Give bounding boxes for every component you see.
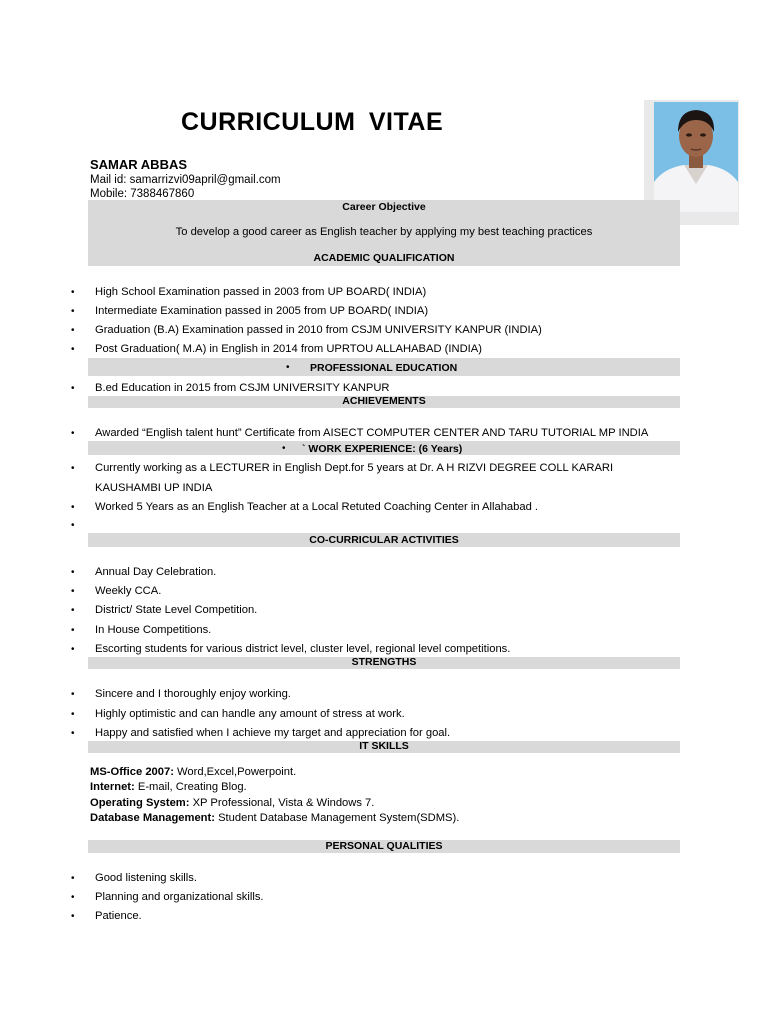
bullet: •	[71, 644, 75, 655]
cocurricular-heading: CO-CURRICULAR ACTIVITIES	[309, 534, 459, 546]
career-objective-heading: Career Objective	[342, 201, 426, 213]
achievements-heading: ACHIEVEMENTS	[342, 395, 426, 407]
personal-heading: PERSONAL QUALITIES	[325, 840, 443, 852]
bullet: •	[71, 567, 75, 578]
bullet: •	[71, 892, 75, 903]
itskills-heading: IT SKILLS	[359, 740, 409, 752]
list-item: Good listening skills.	[95, 872, 197, 884]
bullet: •	[71, 605, 75, 616]
bullet: •	[71, 689, 75, 700]
list-item: Escorting students for various district level, cluster level, regional level competitions.	[95, 643, 511, 655]
strengths-heading: STRENGTHS	[351, 656, 417, 668]
list-item: Intermediate Examination passed in 2005 from UP BOARD( INDIA)	[95, 305, 429, 317]
list-item: Planning and organizational skills.	[95, 891, 264, 903]
bullet: •	[71, 502, 75, 513]
bullet: •	[71, 911, 75, 922]
mobile-line: Mobile: 7388467860	[90, 188, 195, 200]
skill-label: Operating System:	[90, 797, 190, 809]
list-item: In House Competitions.	[95, 624, 212, 636]
bullet: •	[71, 873, 75, 884]
academic-heading: ACADEMIC QUALIFICATION	[313, 252, 455, 264]
list-item: Sincere and I thoroughly enjoy working.	[95, 688, 291, 700]
list-item-continuation: KAUSHAMBI UP INDIA	[95, 482, 213, 494]
list-item: High School Examination passed in 2003 from UP BOARD( INDIA)	[95, 286, 427, 298]
skill-label: MS-Office 2007:	[90, 766, 174, 778]
candidate-name: SAMAR ABBAS	[90, 157, 188, 172]
bullet: •	[71, 325, 75, 336]
professional-heading: PROFESSIONAL EDUCATION	[310, 362, 458, 374]
bullet: •	[71, 586, 75, 597]
bullet: •	[71, 520, 75, 531]
list-item: Happy and satisfied when I achieve my target and appreciation for goal.	[95, 727, 451, 739]
bullet: •	[71, 428, 75, 439]
bullet: •	[71, 709, 75, 720]
list-item: District/ State Level Competition.	[95, 604, 258, 616]
skill-row	[90, 766, 296, 778]
skill-label: Database Management:	[90, 812, 215, 824]
work-heading: ` WORK EXPERIENCE: (6 Years)	[302, 443, 463, 455]
skill-value: Student Database Management System(SDMS).	[214, 812, 460, 824]
skill-row	[90, 812, 459, 824]
list-item: B.ed Education in 2015 from CSJM UNIVERSITY KANPUR	[95, 382, 390, 394]
email-line: Mail id: samarrizvi09april@gmail.com	[90, 174, 281, 186]
bullet: •	[71, 463, 75, 474]
document-title: CURRICULUM VITAE	[181, 108, 444, 136]
portrait-image	[654, 102, 738, 212]
skill-value: E-mail, Creating Blog.	[134, 781, 247, 793]
list-item: Graduation (B.A) Examination passed in 2010 from CSJM UNIVERSITY KANPUR (INDIA)	[95, 324, 542, 336]
bullet: •	[286, 362, 290, 373]
list-item: Awarded “English talent hunt” Certificate from AISECT COMPUTER CENTER AND TARU TUTORIAL MP INDIA	[95, 427, 649, 439]
list-item: Patience.	[95, 910, 142, 922]
skill-value: Word,Excel,Powerpoint.	[173, 766, 297, 778]
career-objective-text: To develop a good career as English teacher by applying my best teaching practices	[175, 226, 593, 238]
list-item: Highly optimistic and can handle any amount of stress at work.	[95, 708, 405, 720]
bullet: •	[71, 287, 75, 298]
list-item: Worked 5 Years as an English Teacher at a Local Retuted Coaching Center in Allahabad .	[95, 501, 539, 513]
list-item: Annual Day Celebration.	[95, 566, 217, 578]
bullet: •	[71, 306, 75, 317]
bullet: •	[71, 728, 75, 739]
list-item: Currently working as a LECTURER in English Dept.for 5 years at Dr. A H RIZVI DEGREE COLL KARARI	[95, 462, 614, 474]
bullet: •	[71, 625, 75, 636]
bullet: •	[282, 443, 286, 454]
skill-row	[90, 781, 247, 793]
list-item: Weekly CCA.	[95, 585, 162, 597]
bullet: •	[71, 344, 75, 355]
bullet: •	[71, 383, 75, 394]
skill-row	[90, 797, 374, 809]
list-item: Post Graduation( M.A) in English in 2014 from UPRTOU ALLAHABAD (INDIA)	[95, 343, 482, 355]
skill-label: Internet:	[90, 781, 135, 793]
skill-value: XP Professional, Vista & Windows 7.	[189, 797, 375, 809]
